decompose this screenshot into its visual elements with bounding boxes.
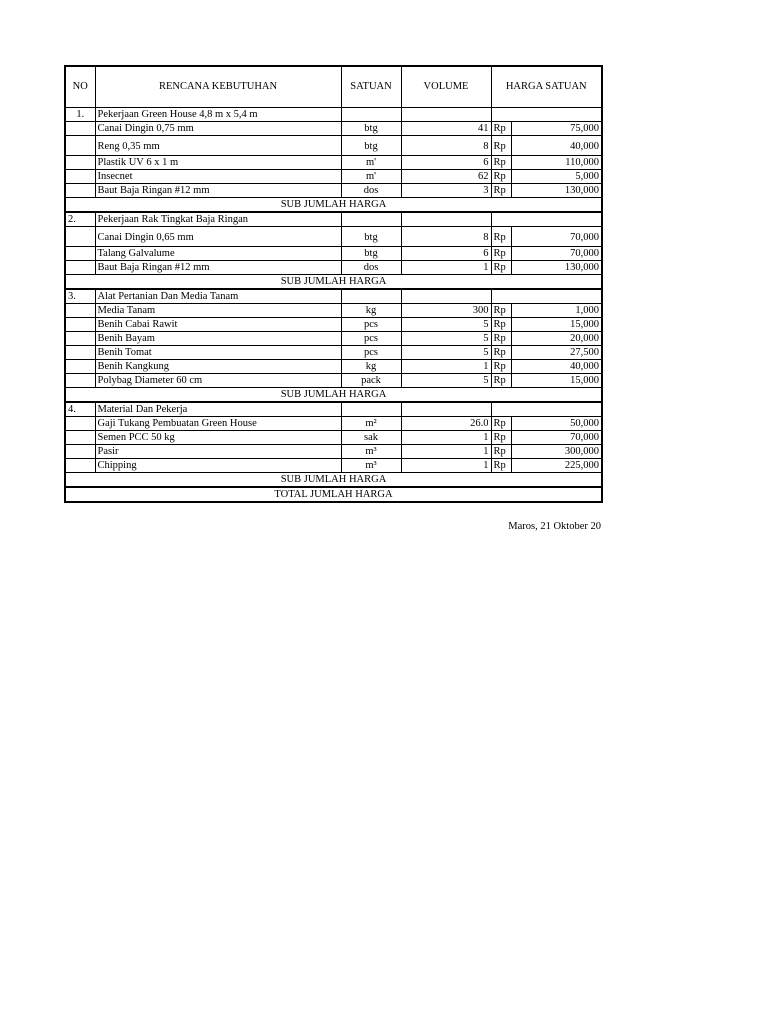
empty-cell xyxy=(341,289,401,304)
item-name: Plastik UV 6 x 1 m xyxy=(95,156,341,170)
subtotal-row xyxy=(65,473,602,488)
item-unit-price: 50,000 xyxy=(511,417,602,431)
item-unit-price: 225,000 xyxy=(511,459,602,473)
item-name: Chipping xyxy=(95,459,341,473)
item-volume: 1 xyxy=(401,360,491,374)
header-item: RENCANA KEBUTUHAN xyxy=(95,66,341,108)
item-name: Canai Dingin 0,75 mm xyxy=(95,122,341,136)
item-unit-price: 27,500 xyxy=(511,346,602,360)
section-title: Pekerjaan Green House 4,8 m x 5,4 m xyxy=(95,108,341,122)
item-name: Media Tanam xyxy=(95,304,341,318)
currency-label: Rp xyxy=(491,318,511,332)
item-unit-price: 15,000 xyxy=(511,318,602,332)
item-unit: btg xyxy=(341,136,401,156)
section-title: Pekerjaan Rak Tingkat Baja Ringan xyxy=(95,212,341,227)
currency-label: Rp xyxy=(491,459,511,473)
item-volume: 8 xyxy=(401,136,491,156)
empty-cell xyxy=(401,289,491,304)
table-row xyxy=(65,156,602,170)
header-no: NO xyxy=(65,66,95,108)
subtotal-row xyxy=(65,388,602,403)
currency-label: Rp xyxy=(491,122,511,136)
item-unit-price: 70,000 xyxy=(511,431,602,445)
subtotal-row xyxy=(65,275,602,290)
empty-cell xyxy=(401,402,491,417)
empty-cell xyxy=(341,108,401,122)
item-name: Benih Bayam xyxy=(95,332,341,346)
currency-label: Rp xyxy=(491,261,511,275)
table-row xyxy=(65,431,602,445)
row-number xyxy=(65,156,95,170)
currency-label: Rp xyxy=(491,374,511,388)
section-number: 3. xyxy=(65,289,95,304)
item-unit-price: 110,000 xyxy=(511,156,602,170)
item-volume: 1 xyxy=(401,445,491,459)
row-number xyxy=(65,431,95,445)
table-row xyxy=(65,445,602,459)
currency-label: Rp xyxy=(491,156,511,170)
item-name: Benih Tomat xyxy=(95,346,341,360)
table-row xyxy=(65,318,602,332)
table-row xyxy=(65,346,602,360)
item-volume: 5 xyxy=(401,374,491,388)
row-number xyxy=(65,170,95,184)
row-number xyxy=(65,227,95,247)
row-number xyxy=(65,122,95,136)
item-unit: m' xyxy=(341,170,401,184)
row-number xyxy=(65,459,95,473)
currency-label: Rp xyxy=(491,184,511,198)
section-number: 2. xyxy=(65,212,95,227)
table-row xyxy=(65,122,602,136)
section-number: 1. xyxy=(65,108,95,122)
item-unit-price: 75,000 xyxy=(511,122,602,136)
row-number xyxy=(65,247,95,261)
subtotal-label: SUB JUMLAH HARGA xyxy=(65,473,602,488)
item-unit: btg xyxy=(341,122,401,136)
item-unit: pcs xyxy=(341,332,401,346)
item-unit-price: 5,000 xyxy=(511,170,602,184)
item-unit: btg xyxy=(341,227,401,247)
section-header-row xyxy=(65,402,602,417)
row-number xyxy=(65,304,95,318)
item-name: Canai Dingin 0,65 mm xyxy=(95,227,341,247)
row-number xyxy=(65,374,95,388)
table-row xyxy=(65,332,602,346)
item-unit-price: 1,000 xyxy=(511,304,602,318)
item-name: Pasir xyxy=(95,445,341,459)
currency-label: Rp xyxy=(491,431,511,445)
row-number xyxy=(65,184,95,198)
row-number xyxy=(65,332,95,346)
subtotal-label: SUB JUMLAH HARGA xyxy=(65,388,602,403)
empty-cell xyxy=(401,108,491,122)
item-volume: 5 xyxy=(401,332,491,346)
section-header-row xyxy=(65,108,602,122)
table-row xyxy=(65,247,602,261)
currency-label: Rp xyxy=(491,332,511,346)
currency-label: Rp xyxy=(491,304,511,318)
currency-label: Rp xyxy=(491,445,511,459)
budget-table xyxy=(64,65,603,503)
item-name: Reng 0,35 mm xyxy=(95,136,341,156)
item-unit-price: 20,000 xyxy=(511,332,602,346)
table-row xyxy=(65,184,602,198)
empty-cell xyxy=(491,212,602,227)
table-row xyxy=(65,227,602,247)
item-volume: 1 xyxy=(401,261,491,275)
item-unit: dos xyxy=(341,261,401,275)
item-volume: 62 xyxy=(401,170,491,184)
row-number xyxy=(65,445,95,459)
table-row xyxy=(65,374,602,388)
table-row xyxy=(65,417,602,431)
item-volume: 8 xyxy=(401,227,491,247)
item-unit: pcs xyxy=(341,346,401,360)
item-unit-price: 130,000 xyxy=(511,184,602,198)
item-volume: 6 xyxy=(401,247,491,261)
table-row xyxy=(65,170,602,184)
item-name: Baut Baja Ringan #12 mm xyxy=(95,184,341,198)
item-unit-price: 40,000 xyxy=(511,136,602,156)
subtotal-label: SUB JUMLAH HARGA xyxy=(65,275,602,290)
empty-cell xyxy=(341,402,401,417)
currency-label: Rp xyxy=(491,346,511,360)
section-title: Material Dan Pekerja xyxy=(95,402,341,417)
row-number xyxy=(65,318,95,332)
subtotal-label: SUB JUMLAH HARGA xyxy=(65,198,602,213)
item-unit-price: 70,000 xyxy=(511,247,602,261)
item-name: Benih Cabai Rawit xyxy=(95,318,341,332)
item-name: Gaji Tukang Pembuatan Green House xyxy=(95,417,341,431)
item-volume: 1 xyxy=(401,459,491,473)
table-header-row xyxy=(65,66,602,108)
row-number xyxy=(65,261,95,275)
currency-label: Rp xyxy=(491,417,511,431)
header-unit: SATUAN xyxy=(341,66,401,108)
item-unit-price: 130,000 xyxy=(511,261,602,275)
item-volume: 6 xyxy=(401,156,491,170)
currency-label: Rp xyxy=(491,360,511,374)
row-number xyxy=(65,346,95,360)
place-date: Maros, 21 Oktober 20 xyxy=(508,521,601,532)
item-unit-price: 300,000 xyxy=(511,445,602,459)
item-unit: kg xyxy=(341,360,401,374)
row-number xyxy=(65,136,95,156)
table-row xyxy=(65,261,602,275)
table-body xyxy=(65,108,602,503)
item-name: Benih Kangkung xyxy=(95,360,341,374)
currency-label: Rp xyxy=(491,227,511,247)
currency-label: Rp xyxy=(491,170,511,184)
empty-cell xyxy=(341,212,401,227)
item-name: Baut Baja Ringan #12 mm xyxy=(95,261,341,275)
item-unit: m² xyxy=(341,417,401,431)
item-volume: 26.0 xyxy=(401,417,491,431)
item-unit: kg xyxy=(341,304,401,318)
empty-cell xyxy=(491,289,602,304)
total-label: TOTAL JUMLAH HARGA xyxy=(65,487,602,502)
item-name: Insecnet xyxy=(95,170,341,184)
item-unit: m' xyxy=(341,156,401,170)
item-unit: sak xyxy=(341,431,401,445)
item-unit: m³ xyxy=(341,459,401,473)
item-volume: 41 xyxy=(401,122,491,136)
item-volume: 3 xyxy=(401,184,491,198)
table-row xyxy=(65,304,602,318)
currency-label: Rp xyxy=(491,247,511,261)
item-volume: 1 xyxy=(401,431,491,445)
empty-cell xyxy=(491,402,602,417)
section-number: 4. xyxy=(65,402,95,417)
item-name: Semen PCC 50 kg xyxy=(95,431,341,445)
item-unit: dos xyxy=(341,184,401,198)
row-number xyxy=(65,417,95,431)
total-row xyxy=(65,487,602,502)
item-unit: pack xyxy=(341,374,401,388)
header-volume: VOLUME xyxy=(401,66,491,108)
section-header-row xyxy=(65,289,602,304)
item-unit: m³ xyxy=(341,445,401,459)
item-name: Talang Galvalume xyxy=(95,247,341,261)
table-row xyxy=(65,136,602,156)
table-row xyxy=(65,459,602,473)
item-unit-price: 40,000 xyxy=(511,360,602,374)
item-volume: 300 xyxy=(401,304,491,318)
section-header-row xyxy=(65,212,602,227)
row-number xyxy=(65,360,95,374)
empty-cell xyxy=(491,108,602,122)
subtotal-row xyxy=(65,198,602,213)
item-unit: pcs xyxy=(341,318,401,332)
item-volume: 5 xyxy=(401,346,491,360)
header-unit-price: HARGA SATUAN xyxy=(491,66,602,108)
item-name: Polybag Diameter 60 cm xyxy=(95,374,341,388)
currency-label: Rp xyxy=(491,136,511,156)
item-unit: btg xyxy=(341,247,401,261)
table-row xyxy=(65,360,602,374)
item-volume: 5 xyxy=(401,318,491,332)
item-unit-price: 15,000 xyxy=(511,374,602,388)
section-title: Alat Pertanian Dan Media Tanam xyxy=(95,289,341,304)
empty-cell xyxy=(401,212,491,227)
item-unit-price: 70,000 xyxy=(511,227,602,247)
